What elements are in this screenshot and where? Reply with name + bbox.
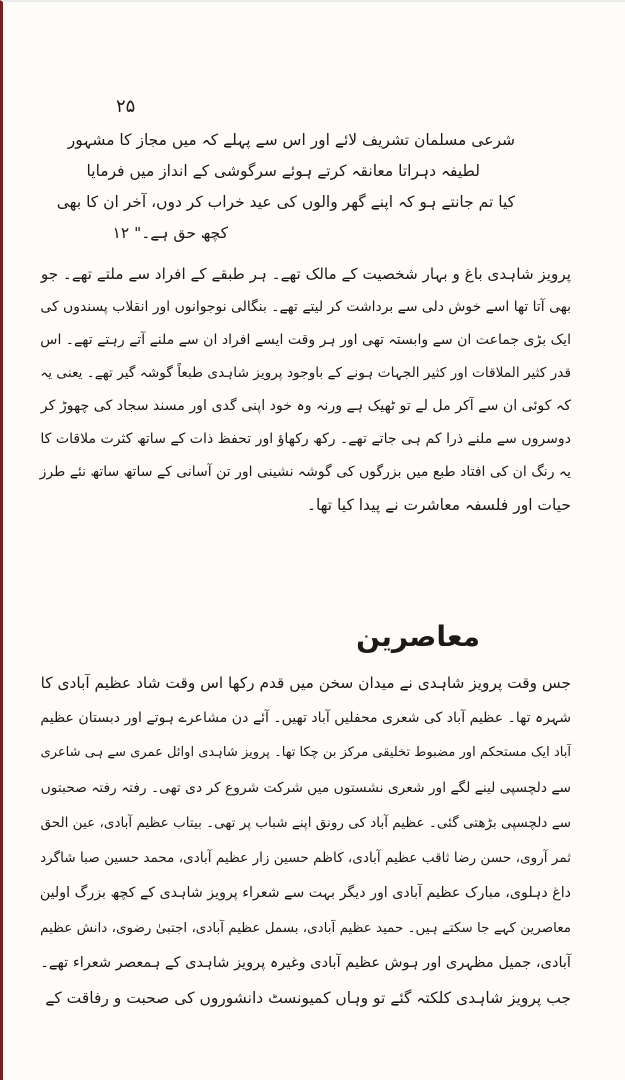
page-number: ۲۵	[116, 96, 136, 117]
quote-line: کیا تم جانتے ہو کہ اپنے گھر والوں کی عید خراب کر دوں، آخر ان کا بھی	[56, 193, 515, 211]
quote-line: کچھ حق ہے۔" ۱۲	[112, 224, 228, 242]
paragraph-line: سے دلچسپی لینے لگے اور شعری نشستوں میں شرکت شروع کر دی تھی۔ رفتہ رفتہ صحبتوں	[40, 780, 571, 796]
paragraph-line: آبادی، جمیل مظہری اور ہوش عظیم آبادی وغیرہ پرویز شاہدی کے ہمعصر شعراء تھے۔	[40, 954, 571, 971]
paragraph-line: جب پرویز شاہدی کلکتہ گئے تو وہاں کمیونسٹ دانشوروں کی صحبت و رفاقت کے	[45, 989, 571, 1007]
paragraph-line: قدر کثیر الملاقات اور کثیر الجہات ہونے کے باوجود پرویز شاہدی طبعاً گوشہ گیر تھے۔ یعنی یہ	[40, 365, 571, 381]
paragraph-line: دوسروں سے ملنے ذرا کم ہی جاتے تھے۔ رکھ رکھاؤ اور تحفظ ذات کے ساتھ کثرت ملاقات کا	[40, 431, 571, 447]
paragraph-line: معاصرین کہے جا سکتے ہیں۔ حمید عظیم آبادی، بسمل عظیم آبادی، اجتبیٰ رضوی، دانش عظیم	[40, 920, 571, 936]
paragraph-line: ثمر آروی، حسن رضا ثاقب عظیم آبادی، کاظم حسین زار عظیم آبادی، محمد حسین صبا شاگرد	[40, 850, 571, 866]
paragraph-line: کہ کوئی ان سے آکر مل لے تو ٹھیک ہے ورنہ وہ خود اپنی گدی اور مسند سجاد کی چھوڑ کر	[40, 398, 571, 414]
paragraph-line: داغ دہلوی، مبارک عظیم آبادی اور دیگر بہت سے شعراء پرویز شاہدی کے کچھ بزرگ اولین	[39, 885, 571, 901]
section-heading: معاصرین	[356, 620, 480, 653]
paragraph-line: حیات اور فلسفہ معاشرت نے پیدا کیا تھا۔	[306, 496, 571, 514]
quote-line: لطیفہ دہراتا معانقہ کرتے ہوئے سرگوشی کے انداز میں فرمایا	[86, 162, 480, 180]
paragraph-line: شہرہ تھا۔ عظیم آباد کی شعری محفلیں آباد تھیں۔ آئے دن مشاعرے ہوتے اور دبستان عظیم	[40, 710, 571, 726]
paragraph-line: ایک بڑی جماعت ان سے وابستہ تھی اور ہر وقت ایسے افراد ان سے ملنے آتے رہتے تھے۔ اس	[40, 332, 571, 348]
paragraph-line: بھی آتا تھا اسے خوش دلی سے برداشت کر لیتے تھے۔ بنگالی نوجوانوں اور انقلاب پسندوں کی	[40, 299, 571, 315]
paragraph-line: آباد ایک مستحکم اور مضبوط تخلیقی مرکز بن چکا تھا۔ پرویز شاہدی اوائل عمری سے ہی شاعری	[40, 745, 571, 760]
paragraph-line: یہ رنگ ان کی افتاد طبع میں بزرگوں کی گوشہ نشینی اور تن آسانی کے ساتھ ساتھ نئے طرز	[39, 464, 571, 480]
quote-line: شرعی مسلمان تشریف لائے اور اس سے پہلے کہ میں مجاز کا مشہور	[67, 131, 515, 149]
paragraph-line: پرویز شاہدی باغ و بہار شخصیت کے مالک تھے۔ ہر طبقے کے افراد سے ملتے تھے۔ جو	[40, 265, 571, 283]
paragraph-line: سے دلچسپی بڑھتی گئی۔ عظیم آباد کی رونق اپنے شباب پر تھی۔ بیتاب عظیم آبادی، عین الحق	[40, 815, 571, 831]
paragraph-line: جس وقت پرویز شاہدی نے میدان سخن میں قدم رکھا اس وقت شاد عظیم آبادی کا	[40, 674, 571, 692]
